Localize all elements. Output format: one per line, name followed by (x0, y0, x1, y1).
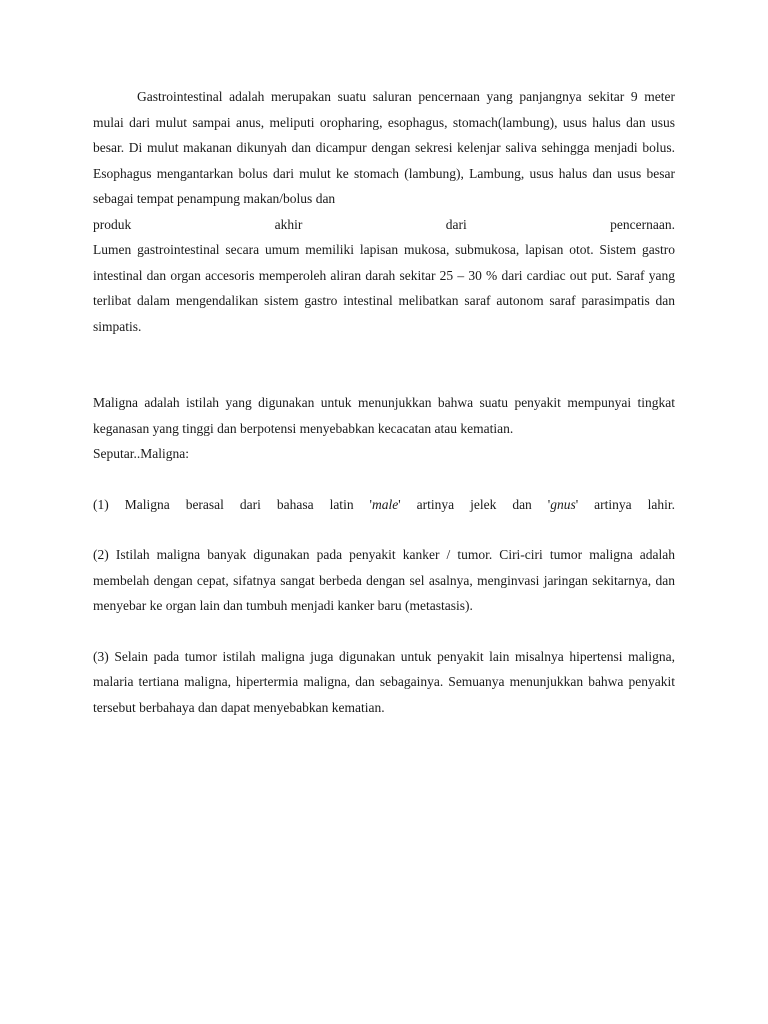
paragraph-spacer (93, 467, 675, 492)
list-item-point-2: (2) Istilah maligna banyak digunakan pada penyakit kanker / tumor. Ciri-ciri tumor maligna adalah membelah dengan cepat, sifatnya sangat berbeda dengan sel asalnya, menginvasi jaringan sekitarnya, dan menyebar ke organ lain dan tumbuh menjadi kanker baru (metastasis). (93, 547, 675, 613)
term-male: male (371, 496, 399, 512)
section-spacer (93, 339, 675, 390)
point-1-suffix: ' artinya lahir. (575, 496, 675, 512)
list-item-point-3: (3) Selain pada tumor istilah maligna juga digunakan untuk penyakit lain misalnya hipertensi maligna, malaria tertiana maligna, hipertermia maligna, dan sebagainya. Semuanya menunjukkan bahwa penyakit tersebut berbahaya dan dapat menyebabkan kematian. (93, 648, 675, 715)
paragraph-gastrointestinal-intro: Gastrointestinal adalah merupakan suatu saluran pencernaan yang panjangnya sekitar 9 meter mulai dari mulut sampai anus, meliputi oropharing, esophagus, stomach(lambung), usus halus dan usus besar. Di mulut makanan dikunyah dan dicampur dengan sekresi kelenjar saliva sehingga menjadi bolus. Esophagus mengantarkan bolus dari mulut ke stomach (lambung), Lambung, usus halus dan usus besar sebagai tempat penampung makan/bolus dan (93, 89, 675, 206)
paragraph-maligna-heading: Seputar..Maligna: (93, 446, 189, 461)
paragraph-gastrointestinal-lumen: Lumen gastrointestinal secara umum memiliki lapisan mukosa, submukosa, lapisan otot. Sistem gastro intestinal dan organ accesoris memperoleh aliran darah sekitar 25 – 30 % dari cardiac out put. Saraf yang terlibat dalam mengendalikan sistem gastro intestinal melibatkan saraf autonom saraf parasimpatis dan simpatis. (93, 242, 675, 334)
list-item-point-1 (93, 492, 675, 518)
point-1-prefix: (1) Maligna berasal dari bahasa latin ' (93, 496, 372, 512)
paragraph-spacer (93, 619, 675, 644)
document-page (93, 84, 675, 720)
term-gnus: gnus (550, 496, 576, 512)
point-1-mid: ' artinya jelek dan ' (398, 496, 551, 512)
paragraph-gastrointestinal-last-line: produk akhir dari pencernaan. (93, 216, 675, 232)
paragraph-spacer (93, 517, 675, 542)
paragraph-maligna-definition: Maligna adalah istilah yang digunakan untuk menunjukkan bahwa suatu penyakit mempunyai tingkat keganasan yang tinggi dan berpotensi menyebabkan kecacatan atau kematian. (93, 395, 675, 436)
